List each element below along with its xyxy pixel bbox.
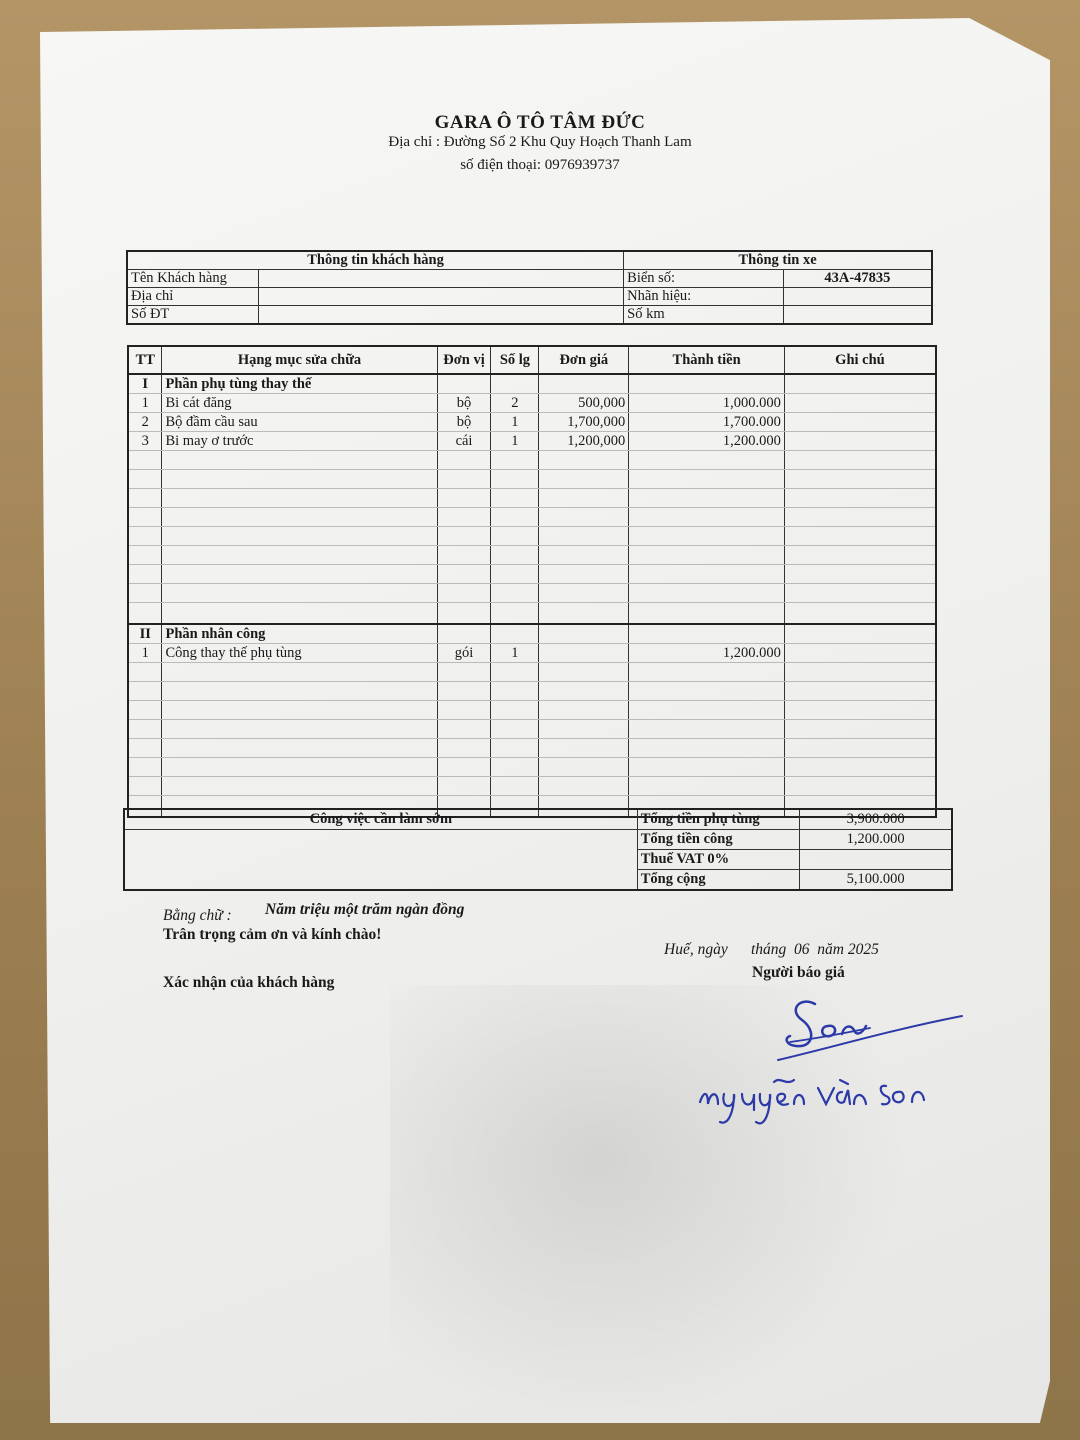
row-total: 1,700.000: [629, 413, 785, 432]
empty-row: [128, 739, 936, 758]
info-table: [126, 250, 933, 325]
handwritten-name-image: [690, 1052, 960, 1132]
col-unit: Đơn vị: [437, 346, 491, 374]
plate-label: Biển số:: [624, 270, 784, 288]
thanks-text: Trân trọng cảm ơn và kính chào!: [163, 926, 382, 943]
company-phone: số điện thoại: 0976939737: [460, 157, 620, 173]
row-name: Bi may ơ trước: [162, 432, 437, 451]
empty-row: [128, 720, 936, 739]
company-name: GARA Ô TÔ TÂM ĐỨC: [434, 112, 646, 133]
empty-row: [128, 489, 936, 508]
row-price: 1,700,000: [539, 413, 629, 432]
labor-total-value: 1,200.000: [800, 830, 952, 850]
row-price: 1,200,000: [539, 432, 629, 451]
quoter-label: Người báo giá: [752, 964, 845, 981]
row-unit: gói: [437, 644, 491, 663]
row-unit: bộ: [437, 413, 491, 432]
empty-row: [128, 663, 936, 682]
table-row: [128, 394, 936, 413]
row-no: 2: [128, 413, 162, 432]
row-total: 1,200.000: [629, 644, 785, 663]
date-text: Huế, ngày tháng 06 năm 2025: [664, 941, 879, 958]
customer-name-label: Tên Khách hàng: [127, 270, 259, 288]
row-no: 3: [128, 432, 162, 451]
row-total: 1,000.000: [629, 394, 785, 413]
row-name: Bi cát đăng: [162, 394, 437, 413]
empty-row: [128, 777, 936, 796]
vat-label: Thuế VAT 0%: [637, 850, 799, 870]
row-qty: 2: [491, 394, 539, 413]
col-tt: TT: [128, 346, 162, 374]
empty-row: [128, 565, 936, 584]
in-words-value: Năm triệu một trăm ngàn đồng: [265, 901, 465, 918]
customer-address-label: Địa chỉ: [127, 288, 259, 306]
totals-table: [123, 808, 953, 891]
customer-name-value: [259, 270, 624, 288]
row-qty: 1: [491, 432, 539, 451]
empty-row: [128, 470, 936, 489]
row-no: 1: [128, 644, 162, 663]
empty-row: [128, 584, 936, 603]
empty-row: [128, 451, 936, 470]
empty-row: [128, 546, 936, 565]
row-total: 1,200.000: [629, 432, 785, 451]
table-row: [128, 432, 936, 451]
km-value: [783, 306, 932, 325]
items-header-row: [128, 346, 936, 374]
customer-confirm-label: Xác nhận của khách hàng: [163, 974, 335, 991]
row-qty: 1: [491, 644, 539, 663]
empty-row: [128, 508, 936, 527]
col-price: Đơn giá: [539, 346, 629, 374]
customer-phone-label: Số ĐT: [127, 306, 259, 325]
parts-total-label: Tổng tiền phụ tùng: [637, 809, 799, 830]
row-price: 500,000: [539, 394, 629, 413]
empty-row: [128, 758, 936, 777]
customer-info-heading: Thông tin khách hàng: [127, 251, 624, 270]
empty-row: [128, 603, 936, 625]
row-qty: 1: [491, 413, 539, 432]
in-words-label: Bằng chữ :: [163, 907, 232, 924]
section-no: II: [128, 624, 162, 644]
table-row: [128, 413, 936, 432]
brand-value: [783, 288, 932, 306]
labor-total-label: Tổng tiền công: [637, 830, 799, 850]
section-title: Phần nhân công: [162, 624, 437, 644]
plate-value: 43A-47835: [783, 270, 932, 288]
brand-label: Nhãn hiệu:: [624, 288, 784, 306]
col-note: Ghi chú: [784, 346, 936, 374]
km-label: Số km: [624, 306, 784, 325]
row-no: 1: [128, 394, 162, 413]
parts-total-value: 3,900.000: [800, 809, 952, 830]
section-no: I: [128, 374, 162, 394]
company-address: Địa chỉ : Đường Số 2 Khu Quy Hoạch Thanh Lam: [388, 134, 692, 150]
customer-address-value: [259, 288, 624, 306]
col-qty: Số lg: [491, 346, 539, 374]
table-row: [128, 644, 936, 663]
section-title: Phần phụ tùng thay thế: [162, 374, 437, 394]
work-soon-value: [124, 830, 637, 891]
work-soon-label: Công việc cần làm sớm: [124, 809, 637, 830]
vat-value: [800, 850, 952, 870]
empty-row: [128, 701, 936, 720]
row-name: Công thay thế phụ tùng: [162, 644, 437, 663]
section-parts-row: [128, 374, 936, 394]
customer-phone-value: [259, 306, 624, 325]
row-unit: cái: [437, 432, 491, 451]
empty-row: [128, 527, 936, 546]
section-labor-row: [128, 624, 936, 644]
col-total: Thành tiền: [629, 346, 785, 374]
vehicle-info-heading: Thông tin xe: [624, 251, 932, 270]
empty-row: [128, 682, 936, 701]
row-price: [539, 644, 629, 663]
grand-total-value: 5,100.000: [800, 870, 952, 891]
col-item: Hạng mục sửa chữa: [162, 346, 437, 374]
grand-total-label: Tổng cộng: [637, 870, 799, 891]
row-name: Bộ đầm cầu sau: [162, 413, 437, 432]
row-unit: bộ: [437, 394, 491, 413]
items-table: [127, 345, 937, 818]
